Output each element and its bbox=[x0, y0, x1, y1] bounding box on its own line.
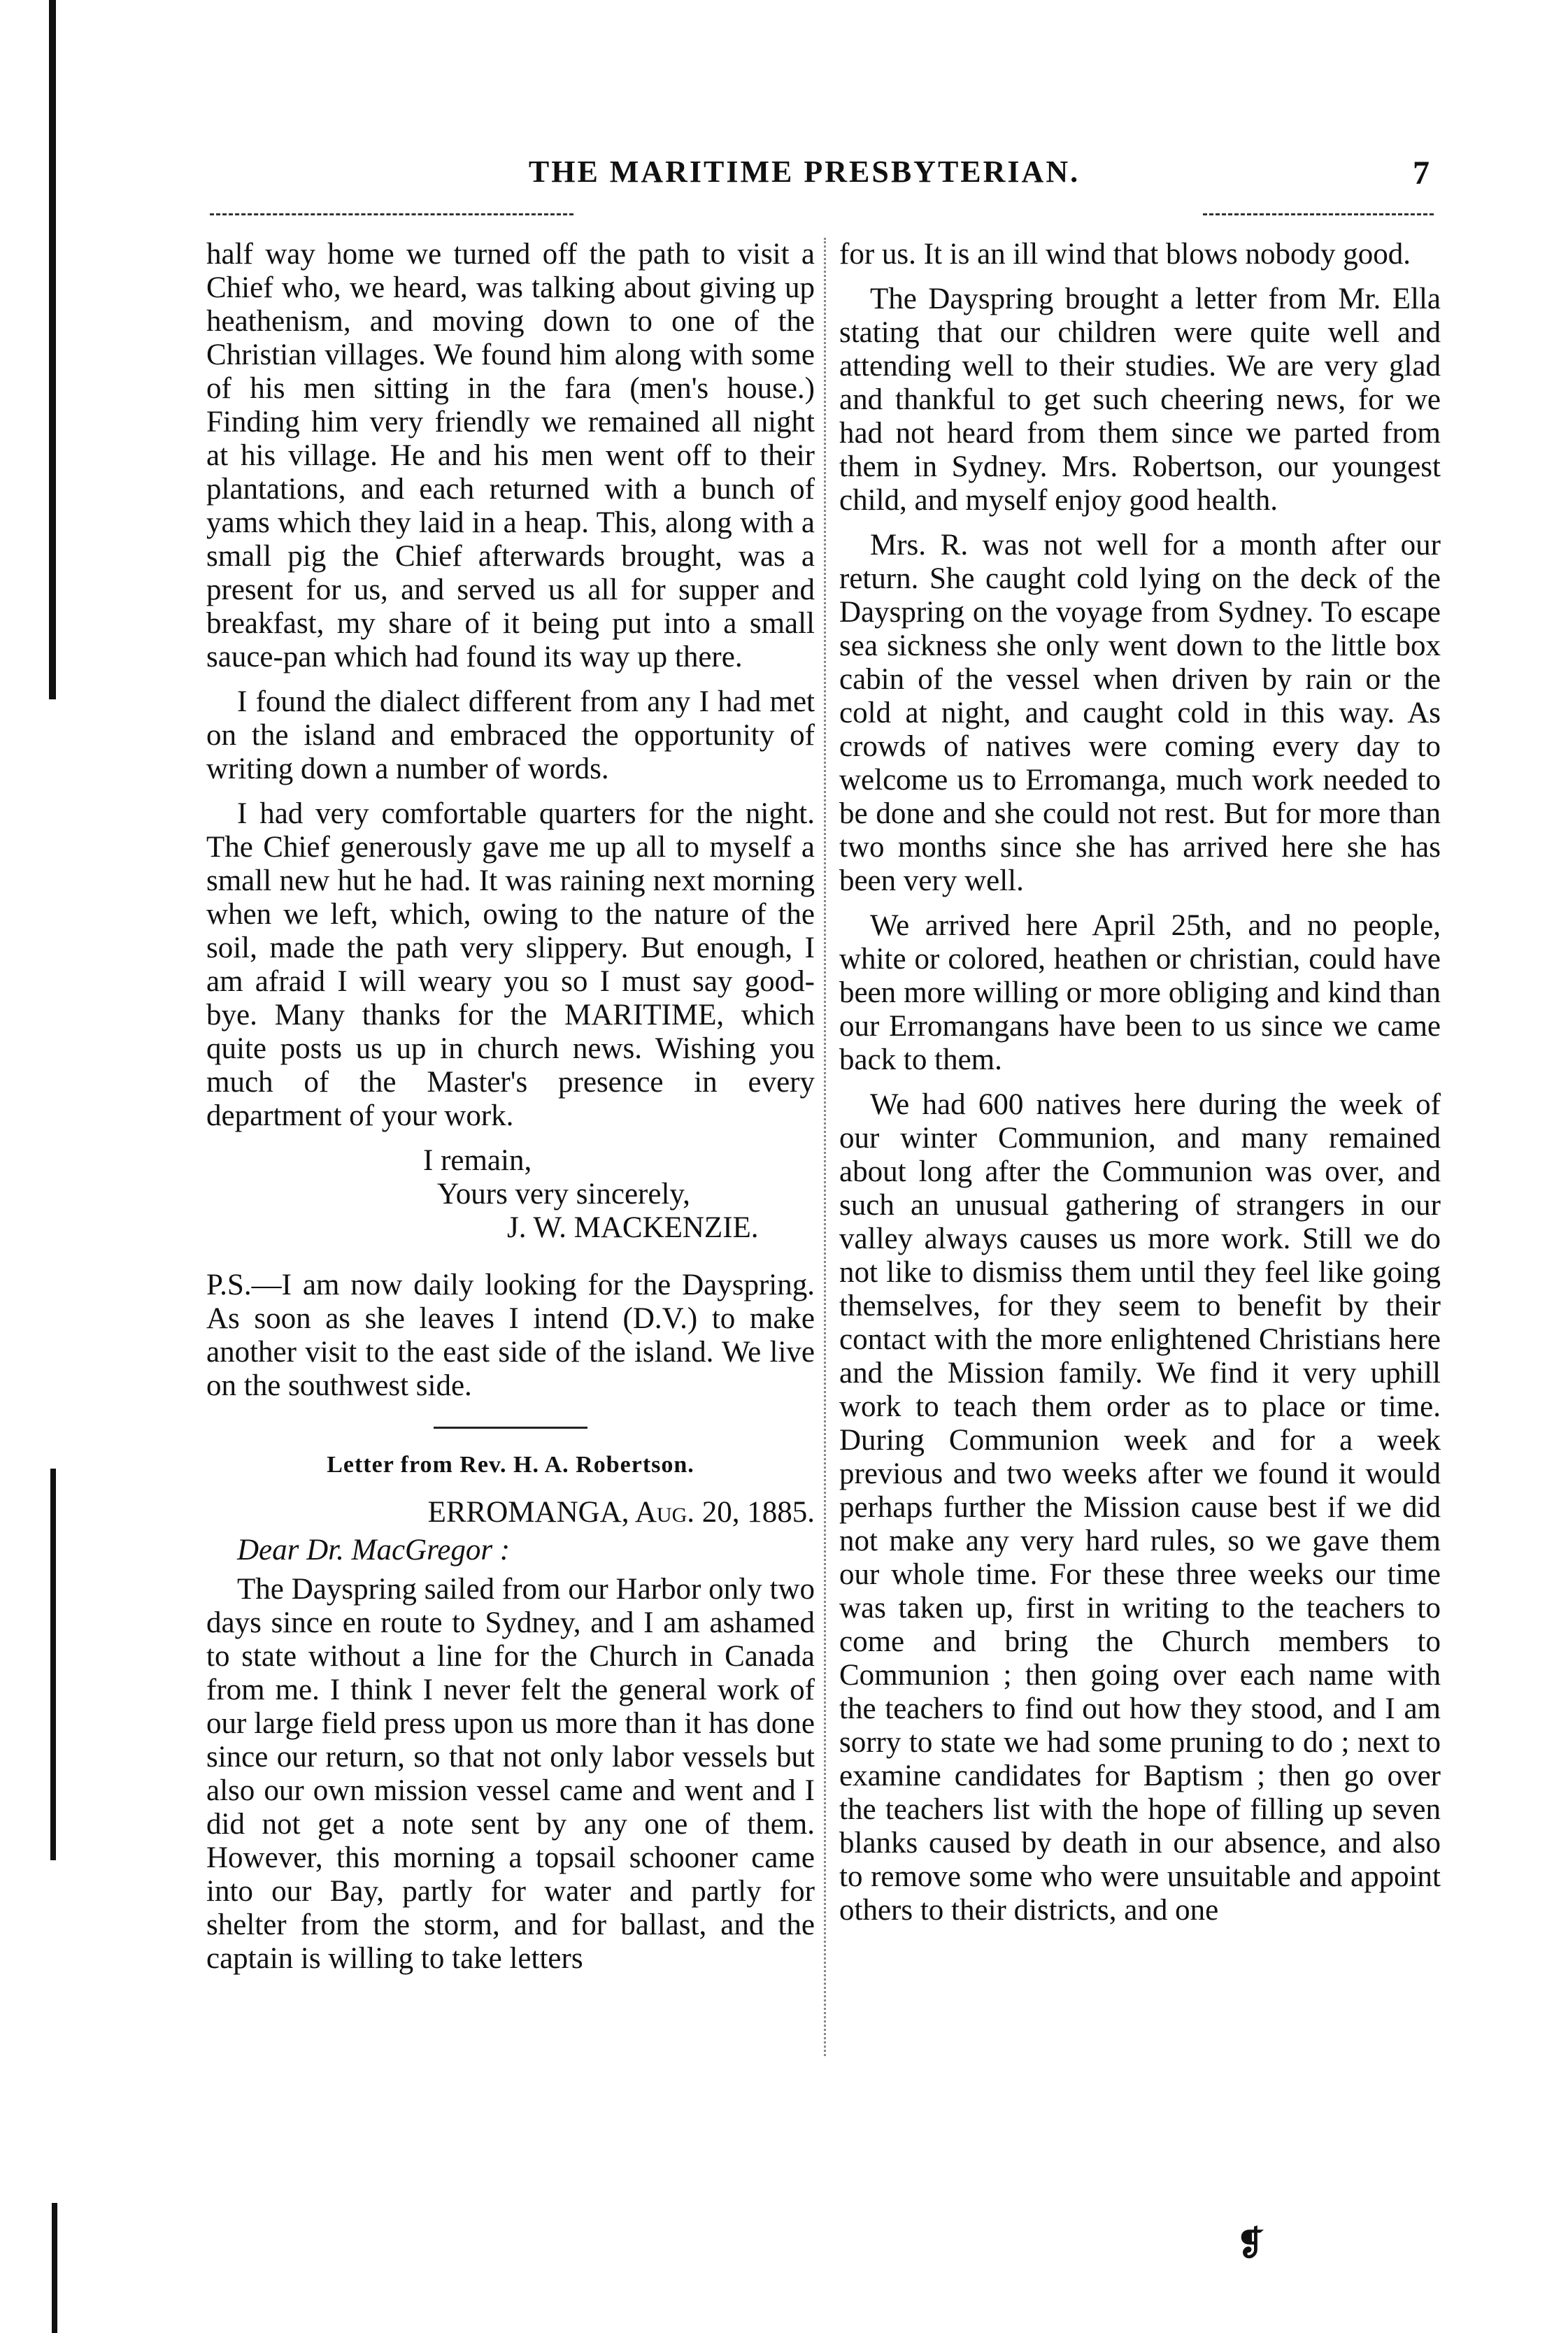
column-divider bbox=[824, 238, 830, 2056]
scan-edge-line-bottom bbox=[52, 2203, 57, 2333]
page-number: 7 bbox=[1413, 155, 1430, 192]
dateline: ERROMANGA, Aug. 20, 1885. bbox=[427, 1496, 815, 1529]
right-paragraph-4: We arrived here April 25th, and no people, white or colored, heathen or christian, could have been more willing or more obliging and kind than our Erromangans have been to us since we came back to them. bbox=[839, 909, 1441, 1076]
salutation: Dear Dr. MacGregor : bbox=[237, 1534, 511, 1567]
right-paragraph-3: Mrs. R. was not well for a month after our return. She caught cold lying on the deck of the Dayspring on the voyage from Sydney. To escape sea sickness she only went down to the little box cabin of the vessel when driven by rain or the cold at night, and caught cold in this way. As crowds of natives were coming every day to welcome us to Erromanga, much work needed to be done and she could not rest. But for more than two months since she has arrived here she has been very well. bbox=[839, 529, 1441, 897]
left-paragraph-2: I found the dialect different from any I had met on the island and embraced the opportunity of writing down a number of words. bbox=[206, 685, 815, 785]
right-paragraph-5: We had 600 natives here during the week of our winter Communion, and many remained about long after the Communion was over, and such an unusual gathering of strangers in our valley always causes us more work. Still we do not like to dismiss them until they feel like going themselves, for they seem to benefit by their contact with the more enlightened Christians here and the Mission family. We find it very uphill work to teach them order as to place or time. During Communion week and for a week previous and two weeks after we found it would perhaps further the Mission cause best if we did not make any very hard rules, so we gave them our whole time. For these three weeks our time was taken up, first in writing to the teachers to come and bring the Church members to Communion ; then going over each name with the teachers to find out how they stood, and I am sorry to state we had some pruning to do ; next to examine candidates for Baptism ; then go over the teachers list with the hope of filling up seven blanks caused by death in our absence, and also to remove some who were unsuitable and appoint others to their districts, and one bbox=[839, 1088, 1441, 1927]
right-paragraph-1: for us. It is an ill wind that blows nobody good. bbox=[839, 238, 1411, 271]
right-paragraph-2: The Dayspring brought a letter from Mr. Ella stating that our children were quite well and attending well to their studies. We are very glad and thankful to get such cheering news, for we had not heard from them since we parted from them in Sydney. Mrs. Robertson, our youngest child, and myself enjoy good health. bbox=[839, 283, 1441, 517]
left-paragraph-3: I had very comfortable quarters for the night. The Chief generously gave me up all to myself a small new hut he had. It was raining next morning when we left, which, owing to the nature of the soil, made the path very slippery. But enough, I am afraid I will weary you so I must say good-bye. Many thanks for the MARITIME, which quite posts us up in church news. Wishing you much of the Master's presence in every department of your work. bbox=[206, 797, 815, 1132]
footer-printer-mark: ❡ bbox=[1236, 2224, 1265, 2263]
page-header bbox=[0, 154, 1568, 196]
signature: J. W. MACKENZIE. bbox=[507, 1211, 759, 1244]
header-rule-left bbox=[210, 213, 573, 215]
left-paragraph-1: half way home we turned off the path to visit a Chief who, we heard, was talking about giving up heathenism, and moving down to one of the Christian villages. We found him along with some of his men sitting in the fara (men's house.) Finding him very friendly we remained all night at his village. He and his men went off to their plantations, and each returned with a bunch of yams which they laid in a heap. This, along with a small pig the Chief afterwards brought, was a present for us, and served us all for supper and breakfast, my share of it being put into a small sauce-pan which had found its way up there. bbox=[206, 238, 815, 673]
left-column bbox=[206, 238, 815, 1987]
right-column bbox=[839, 238, 1441, 1939]
scan-edge-line-middle bbox=[50, 1469, 56, 1860]
section-divider bbox=[434, 1427, 587, 1429]
postscript: P.S.—I am now daily looking for the Dayspring. As soon as she leaves I intend (D.V.) to make another visit to the east side of the island. We live on the southwest side. bbox=[206, 1269, 815, 1402]
closing-remain: I remain, bbox=[423, 1144, 532, 1177]
letter-heading: Letter from Rev. H. A. Robertson. bbox=[327, 1452, 694, 1478]
scan-edge-line-top bbox=[49, 0, 56, 699]
closing-yours: Yours very sincerely, bbox=[437, 1178, 690, 1211]
running-title: THE MARITIME PRESBYTERIAN. bbox=[528, 155, 1081, 189]
left-paragraph-4: The Dayspring sailed from our Harbor only two days since en route to Sydney, and I am ashamed to state without a line for the Church in Canada from me. I think I never felt the general work of our large field press upon us more than it has done since our return, so that not only labor vessels but also our own mission vessel came and went and I did not get a note sent by any one of them. However, this morning a topsail schooner came into our Bay, partly for water and partly for shelter from the storm, and for ballast, and the captain is willing to take letters bbox=[206, 1573, 815, 1975]
letter-closing bbox=[206, 1144, 815, 1245]
header-rule-right bbox=[1203, 213, 1434, 215]
